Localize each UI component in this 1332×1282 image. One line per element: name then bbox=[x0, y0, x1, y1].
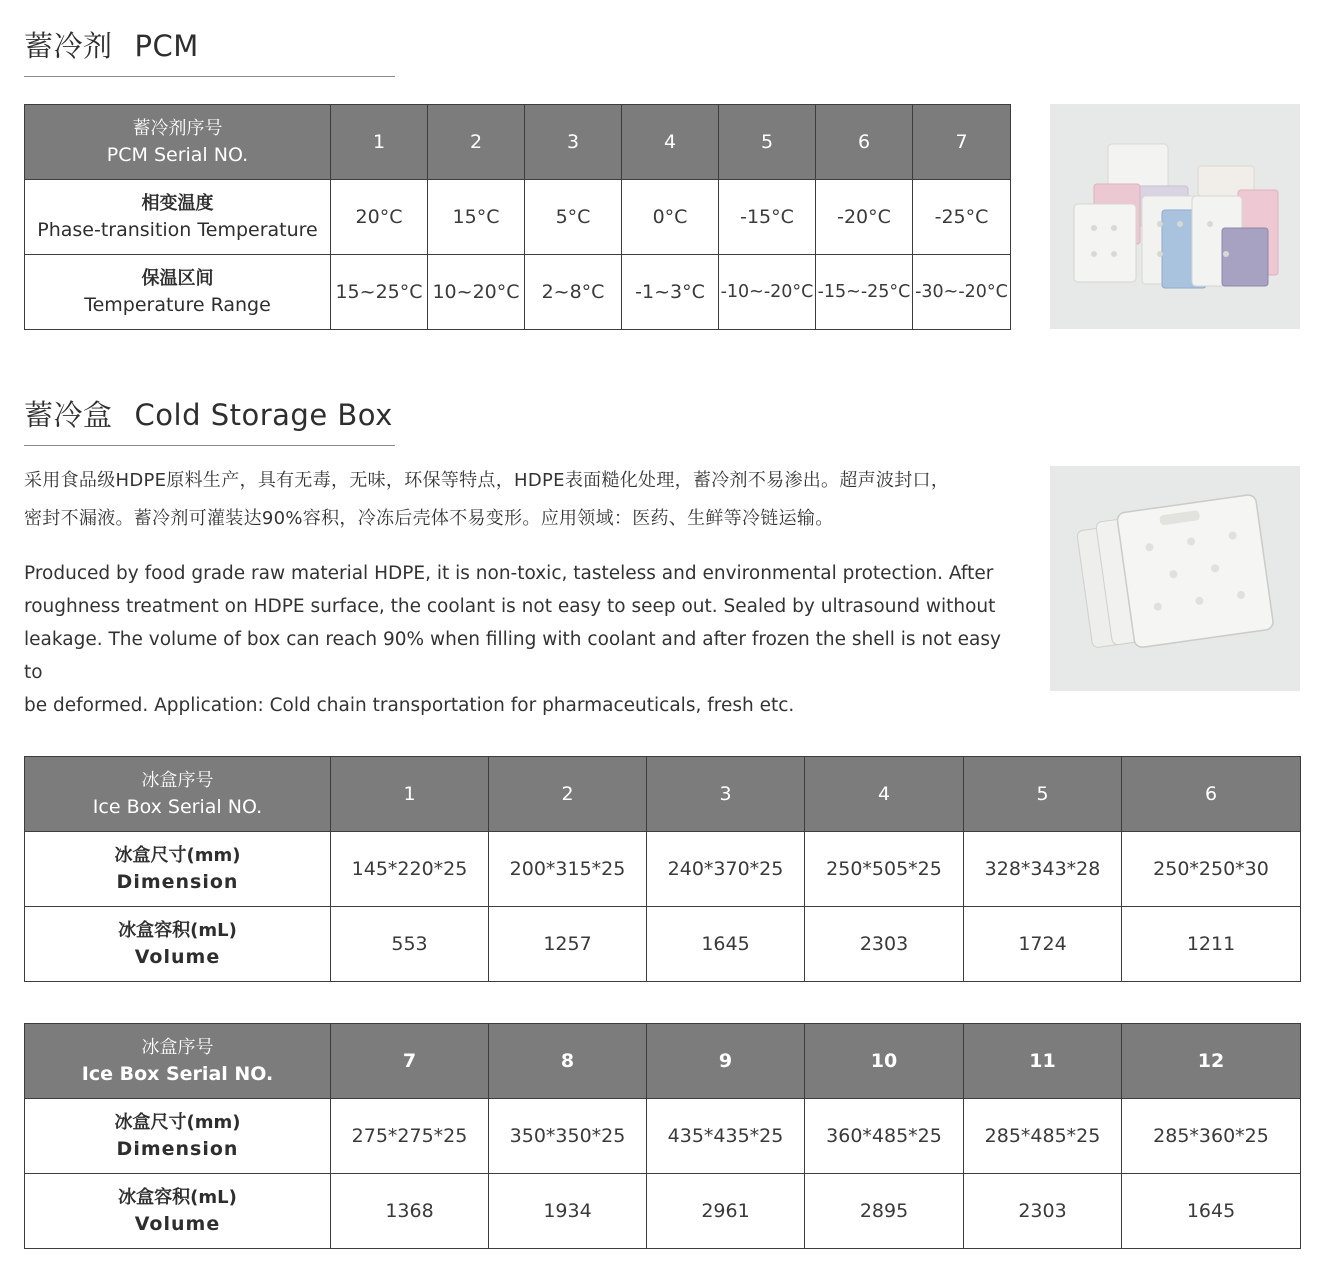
icebox1-serial: 1 bbox=[331, 757, 489, 832]
box-product-photo bbox=[1050, 466, 1300, 691]
pcm-title-rule bbox=[24, 76, 395, 77]
box-title-rule bbox=[24, 445, 395, 446]
table-cell: 2895 bbox=[805, 1174, 964, 1249]
table-cell: -15~-25°C bbox=[816, 255, 913, 330]
icebox1-volume-label: 冰盒容积(mL) Volume bbox=[25, 907, 331, 982]
icebox1-dimension-row bbox=[25, 832, 1301, 907]
ice-box-illustration bbox=[1050, 466, 1300, 691]
box-description-cn bbox=[24, 462, 1014, 538]
icebox2-serial: 11 bbox=[964, 1024, 1122, 1099]
desc-cn-line: 密封不漏液。蓄冷剂可灌装达90%容积，冷冻后壳体不易变形。应用领域：医药、生鲜等冷链运输。 bbox=[24, 508, 834, 529]
table-cell: 200*315*25 bbox=[489, 832, 647, 907]
table-cell: 285*485*25 bbox=[964, 1099, 1122, 1174]
pcm-table bbox=[24, 104, 1011, 330]
pcm-phase-temp-label: 相变温度 Phase-transition Temperature bbox=[25, 180, 331, 255]
pcm-serial-1: 1 bbox=[331, 105, 428, 180]
table-cell: 145*220*25 bbox=[331, 832, 489, 907]
icebox-table-2 bbox=[24, 1023, 1301, 1249]
icebox1-dimension-label: 冰盒尺寸(mm) Dimension bbox=[25, 832, 331, 907]
table-cell: 1934 bbox=[489, 1174, 647, 1249]
pcm-packs-illustration bbox=[1050, 104, 1300, 329]
table-cell: 360*485*25 bbox=[805, 1099, 964, 1174]
table-cell: 20°C bbox=[331, 180, 428, 255]
table-cell: 1257 bbox=[489, 907, 647, 982]
pcm-serial-5: 5 bbox=[719, 105, 816, 180]
table-cell: 10~20°C bbox=[428, 255, 525, 330]
table-cell: 250*250*30 bbox=[1122, 832, 1301, 907]
icebox1-header-label: 冰盒序号 Ice Box Serial NO. bbox=[25, 757, 331, 832]
pcm-serial-6: 6 bbox=[816, 105, 913, 180]
table-cell: -10~-20°C bbox=[719, 255, 816, 330]
table-cell: 275*275*25 bbox=[331, 1099, 489, 1174]
table-cell: 1368 bbox=[331, 1174, 489, 1249]
icebox1-serial: 2 bbox=[489, 757, 647, 832]
icebox2-dimension-row bbox=[25, 1099, 1301, 1174]
pcm-header-label: 蓄冷剂序号 PCM Serial NO. bbox=[25, 105, 331, 180]
icebox1-serial: 6 bbox=[1122, 757, 1301, 832]
table-cell: -25°C bbox=[913, 180, 1011, 255]
pcm-title-cn: 蓄冷剂 bbox=[24, 29, 113, 63]
table-cell: -1~3°C bbox=[622, 255, 719, 330]
table-cell: 1724 bbox=[964, 907, 1122, 982]
icebox1-serial: 3 bbox=[647, 757, 805, 832]
icebox1-serial: 5 bbox=[964, 757, 1122, 832]
icebox1-volume-row bbox=[25, 907, 1301, 982]
table-cell: -20°C bbox=[816, 180, 913, 255]
pcm-temp-range-label: 保温区间 Temperature Range bbox=[25, 255, 331, 330]
pcm-serial-7: 7 bbox=[913, 105, 1011, 180]
pcm-section-title bbox=[24, 24, 199, 65]
pcm-serial-3: 3 bbox=[525, 105, 622, 180]
pcm-phase-temp-row bbox=[25, 180, 1011, 255]
table-cell: 2961 bbox=[647, 1174, 805, 1249]
desc-en-line: roughness treatment on HDPE surface, the coolant is not easy to seep out. Sealed by ultrasound without bbox=[24, 596, 996, 617]
icebox2-dimension-label: 冰盒尺寸(mm) Dimension bbox=[25, 1099, 331, 1174]
desc-en-line: Produced by food grade raw material HDPE, it is non-toxic, tasteless and environmental protection. After bbox=[24, 563, 994, 584]
box-title-en: Cold Storage Box bbox=[134, 398, 393, 432]
icebox2-header-label: 冰盒序号 Ice Box Serial NO. bbox=[25, 1024, 331, 1099]
table-cell: 240*370*25 bbox=[647, 832, 805, 907]
desc-en-line: be deformed. Application: Cold chain transportation for pharmaceuticals, fresh etc. bbox=[24, 695, 795, 716]
table-cell: 1645 bbox=[647, 907, 805, 982]
icebox2-volume-row bbox=[25, 1174, 1301, 1249]
table-cell: 285*360*25 bbox=[1122, 1099, 1301, 1174]
table-cell: 435*435*25 bbox=[647, 1099, 805, 1174]
icebox2-serial: 8 bbox=[489, 1024, 647, 1099]
icebox1-header-row bbox=[25, 757, 1301, 832]
pcm-serial-4: 4 bbox=[622, 105, 719, 180]
pcm-header-row bbox=[25, 105, 1011, 180]
icebox1-serial: 4 bbox=[805, 757, 964, 832]
icebox2-volume-label: 冰盒容积(mL) Volume bbox=[25, 1174, 331, 1249]
desc-cn-line: 采用食品级HDPE原料生产，具有无毒，无味，环保等特点，HDPE表面糙化处理，蓄冷剂不易渗出。超声波封口， bbox=[24, 470, 950, 491]
table-cell: -30~-20°C bbox=[913, 255, 1011, 330]
icebox-table-1 bbox=[24, 756, 1301, 982]
table-cell: 15°C bbox=[428, 180, 525, 255]
icebox2-serial: 9 bbox=[647, 1024, 805, 1099]
table-cell: 15~25°C bbox=[331, 255, 428, 330]
table-cell: 553 bbox=[331, 907, 489, 982]
box-description-en bbox=[24, 557, 1014, 722]
pcm-title-en: PCM bbox=[134, 29, 199, 63]
table-cell: -15°C bbox=[719, 180, 816, 255]
box-title-cn: 蓄冷盒 bbox=[24, 398, 113, 432]
table-cell: 2303 bbox=[805, 907, 964, 982]
icebox2-serial: 10 bbox=[805, 1024, 964, 1099]
table-cell: 5°C bbox=[525, 180, 622, 255]
table-cell: 2~8°C bbox=[525, 255, 622, 330]
table-cell: 328*343*28 bbox=[964, 832, 1122, 907]
icebox2-serial: 12 bbox=[1122, 1024, 1301, 1099]
table-cell: 1645 bbox=[1122, 1174, 1301, 1249]
icebox2-header-row bbox=[25, 1024, 1301, 1099]
table-cell: 250*505*25 bbox=[805, 832, 964, 907]
icebox2-serial: 7 bbox=[331, 1024, 489, 1099]
pcm-product-photo bbox=[1050, 104, 1300, 329]
box-section-title bbox=[24, 393, 393, 434]
table-cell: 2303 bbox=[964, 1174, 1122, 1249]
table-cell: 1211 bbox=[1122, 907, 1301, 982]
table-cell: 0°C bbox=[622, 180, 719, 255]
pcm-temp-range-row bbox=[25, 255, 1011, 330]
desc-en-line: leakage. The volume of box can reach 90% when filling with coolant and after frozen the shell is not easy to bbox=[24, 629, 1001, 683]
pcm-serial-2: 2 bbox=[428, 105, 525, 180]
table-cell: 350*350*25 bbox=[489, 1099, 647, 1174]
